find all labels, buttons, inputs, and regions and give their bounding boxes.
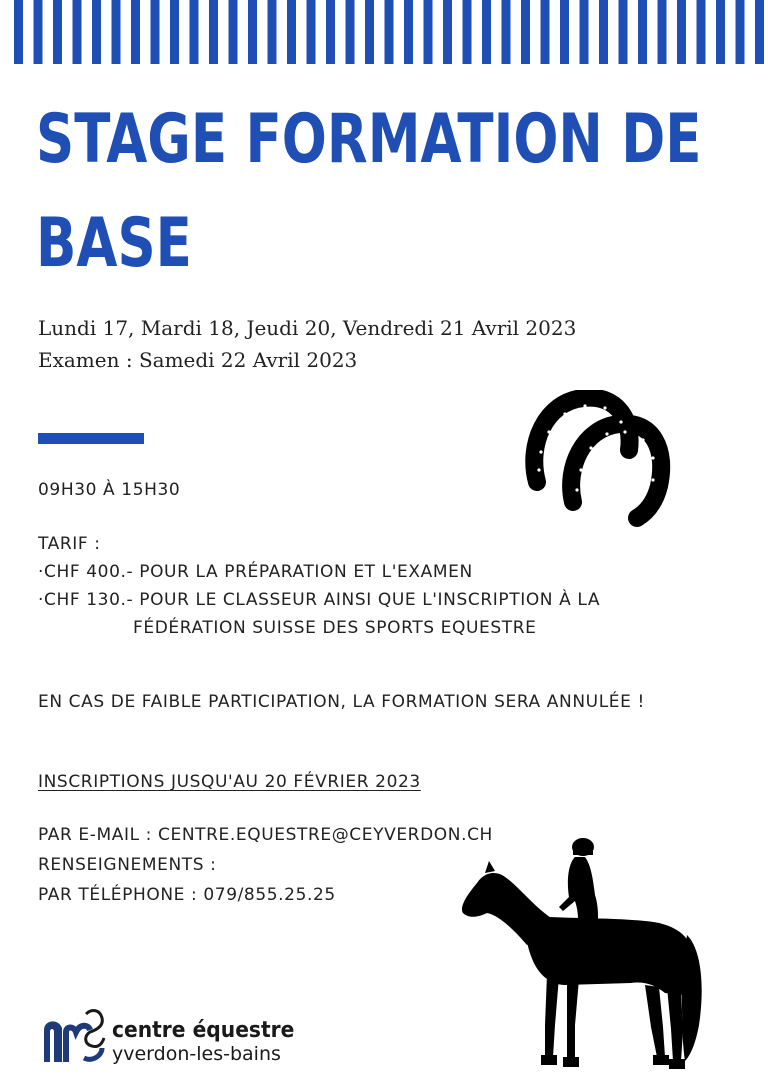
stripe xyxy=(209,0,218,64)
pricing-item-preparation: ·CHF 400.- POUR LA PRÉPARATION ET L'EXAMEN xyxy=(38,562,473,582)
stripe xyxy=(170,0,179,64)
stripe xyxy=(736,0,745,64)
pricing-section xyxy=(38,530,600,642)
stripe xyxy=(560,0,569,64)
stripe xyxy=(580,0,589,64)
stripe xyxy=(287,0,296,64)
stripe xyxy=(131,0,140,64)
stripe xyxy=(521,0,530,64)
stripe xyxy=(151,0,160,64)
title-line-2: BASE xyxy=(36,204,192,283)
dates-line: Lundi 17, Mardi 18, Jeudi 20, Vendredi 21 Avril 2023 xyxy=(38,316,577,340)
stripe xyxy=(755,0,764,64)
pricing-heading: TARIF : xyxy=(38,534,101,554)
exam-date-line: Examen : Samedi 22 Avril 2023 xyxy=(38,348,358,372)
stripe xyxy=(365,0,374,64)
stripe xyxy=(229,0,238,64)
logo-location: yverdon-les-bains xyxy=(112,1043,281,1065)
registration-deadline: INSCRIPTIONS JUSQU'AU 20 FÉVRIER 2023 xyxy=(38,772,421,792)
stripe xyxy=(14,0,23,64)
title-line-1: STAGE FORMATION DE xyxy=(36,100,702,179)
stripe xyxy=(34,0,43,64)
stripe xyxy=(268,0,277,64)
page-title xyxy=(36,88,702,296)
stripe xyxy=(385,0,394,64)
centre-equestre-logo xyxy=(40,998,310,1068)
top-stripe-band xyxy=(0,0,768,64)
horse-rider-silhouette xyxy=(455,835,710,1080)
stripe xyxy=(248,0,257,64)
stripe xyxy=(92,0,101,64)
accent-divider xyxy=(38,433,144,444)
stripe xyxy=(502,0,511,64)
stripe xyxy=(112,0,121,64)
phone-contact[interactable]: PAR TÉLÉPHONE : 079/855.25.25 xyxy=(38,885,336,905)
email-contact[interactable]: PAR E-MAIL : CENTRE.EQUESTRE@CEYVERDON.CH xyxy=(38,825,493,845)
logo-mark-icon xyxy=(40,998,110,1068)
stripe xyxy=(53,0,62,64)
contact-section xyxy=(38,820,493,910)
stripe xyxy=(658,0,667,64)
stripe xyxy=(424,0,433,64)
stripe xyxy=(346,0,355,64)
pricing-item-binder: ·CHF 130.- POUR LE CLASSEUR AINSI QUE L'INSCRIPTION À LA xyxy=(38,590,601,610)
stripe xyxy=(677,0,686,64)
stripe xyxy=(619,0,628,64)
session-hours: 09H30 À 15H30 xyxy=(38,480,181,500)
stripe xyxy=(463,0,472,64)
stripe xyxy=(599,0,608,64)
cancellation-notice: EN CAS DE FAIBLE PARTICIPATION, LA FORMATION SERA ANNULÉE ! xyxy=(38,692,645,712)
logo-name: centre équestre xyxy=(112,1018,295,1043)
stripe xyxy=(443,0,452,64)
info-heading: RENSEIGNEMENTS : xyxy=(38,855,217,875)
stripe xyxy=(326,0,335,64)
stripe xyxy=(716,0,725,64)
course-dates xyxy=(38,312,576,376)
stripe xyxy=(73,0,82,64)
stripe xyxy=(697,0,706,64)
stripe xyxy=(307,0,316,64)
stripe xyxy=(404,0,413,64)
stripe xyxy=(482,0,491,64)
horseshoe-icon xyxy=(525,390,675,530)
stripe xyxy=(638,0,647,64)
pricing-item-binder-continued: FÉDÉRATION SUISSE DES SPORTS EQUESTRE xyxy=(133,618,537,638)
stripe xyxy=(541,0,550,64)
stripe xyxy=(190,0,199,64)
